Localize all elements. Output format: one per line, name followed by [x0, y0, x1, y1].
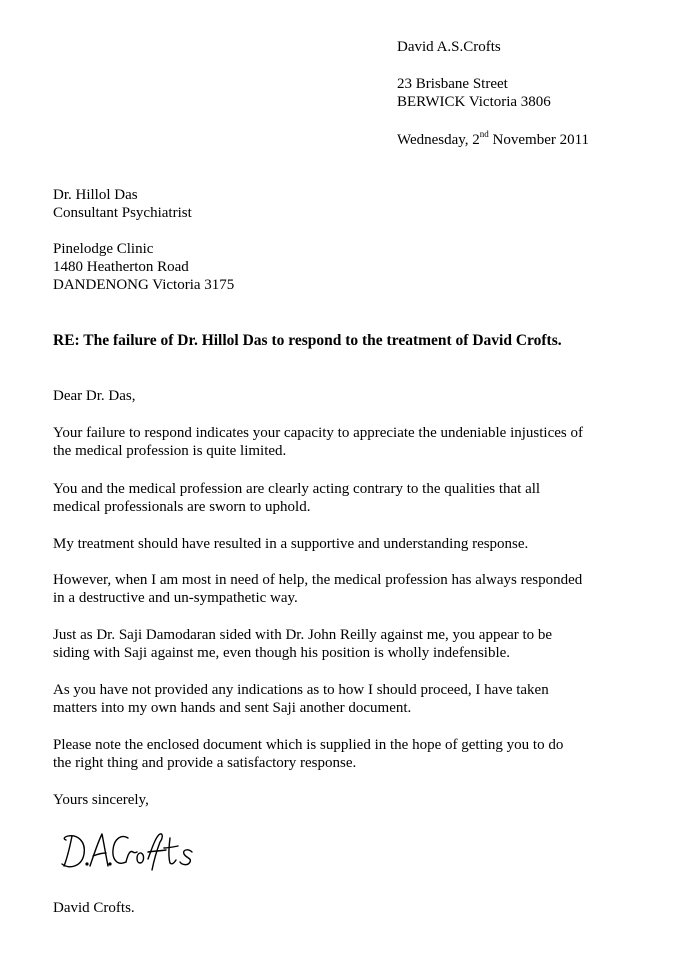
paragraph-line: However, when I am most in need of help, the medical profession has always responded	[53, 572, 583, 588]
recipient-title: Consultant Psychiatrist	[53, 205, 192, 221]
sender-street: 23 Brisbane Street	[397, 76, 508, 92]
subject-line: RE: The failure of Dr. Hillol Das to respond to the treatment of David Crofts.	[53, 332, 562, 349]
paragraph-line: Just as Dr. Saji Damodaran sided with Dr. John Reilly against me, you appear to be	[53, 627, 553, 643]
paragraph-line: My treatment should have resulted in a supportive and understanding response.	[53, 536, 529, 552]
sender-city: BERWICK Victoria 3806	[397, 94, 551, 110]
body-paragraph	[53, 480, 634, 516]
paragraph-line: medical professionals are sworn to uphold.	[53, 499, 311, 515]
salutation: Dear Dr. Das,	[53, 388, 136, 404]
recipient-name: Dr. Hillol Das	[53, 187, 138, 203]
letter-date	[397, 131, 589, 149]
body-paragraph	[53, 571, 634, 607]
paragraph-line: in a destructive and un-sympathetic way.	[53, 590, 298, 606]
recipient-street: 1480 Heatherton Road	[53, 259, 189, 275]
paragraph-line: Your failure to respond indicates your capacity to appreciate the undeniable injustices of	[53, 425, 583, 441]
body-paragraph	[53, 736, 634, 772]
paragraph-line: the medical profession is quite limited.	[53, 443, 287, 459]
date-weekday: Wednesday, 2	[397, 132, 480, 148]
body-paragraph	[53, 626, 634, 662]
date-rest: November 2011	[488, 132, 590, 148]
body-paragraph	[53, 535, 634, 553]
body-paragraph	[53, 424, 634, 460]
paragraph-line: Please note the enclosed document which is supplied in the hope of getting you to do	[53, 737, 564, 753]
paragraph-line: the right thing and provide a satisfactory response.	[53, 755, 357, 771]
handwritten-signature	[60, 826, 210, 872]
signoff-name: David Crofts.	[53, 900, 135, 916]
paragraph-line: You and the medical profession are clearly acting contrary to the qualities that all	[53, 481, 541, 497]
body-paragraph	[53, 681, 634, 717]
recipient-city: DANDENONG Victoria 3175	[53, 277, 235, 293]
paragraph-line: siding with Saji against me, even though his position is wholly indefensible.	[53, 645, 511, 661]
closing: Yours sincerely,	[53, 792, 149, 808]
date-suffix: nd	[479, 129, 489, 139]
recipient-org: Pinelodge Clinic	[53, 241, 154, 257]
paragraph-line: matters into my own hands and sent Saji another document.	[53, 700, 412, 716]
paragraph-line: As you have not provided any indications as to how I should proceed, I have taken	[53, 682, 549, 698]
sender-name: David A.S.Crofts	[397, 39, 501, 55]
